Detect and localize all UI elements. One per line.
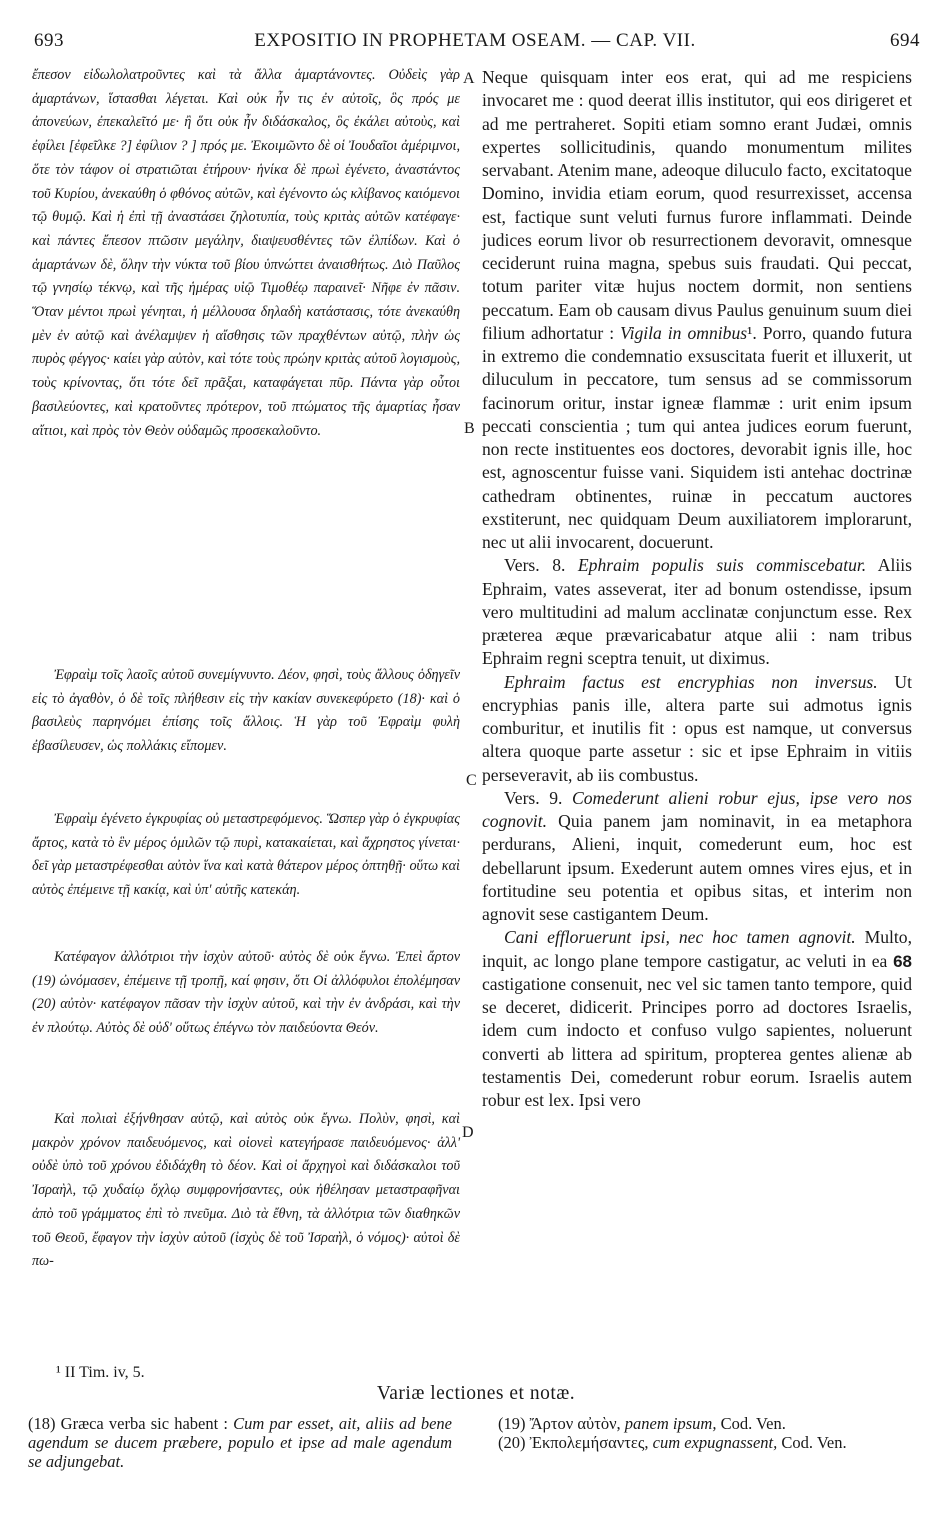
latin-text-2: Aliis Ephraim, vates asseverat, iter ad bonum ostendisse, ipsum vero multitudini ad malum acclinatæ conjunctum esse. Rex præterea æque prævaricabatur atque alii : nam tribus Ephraim regni sceptra tenuit, ut diximus. xyxy=(482,555,912,669)
notes-title: Variæ lectiones et notæ. xyxy=(376,1383,576,1404)
footnote-ref: ¹. xyxy=(747,322,757,343)
latin-paragraph-3 xyxy=(482,671,912,787)
margin-marker-c: C xyxy=(466,772,477,789)
latin-text-4: Quia panem jam nominavit, in ea metaphora perdurans, Alieni, inquit, comederunt eum, hoc est debellarunt ipsum. Exederunt autem omnes vires ejus, et in fortitudine seu potentia et opibus sitas, et interim non agnovit sese castigantem Deum. xyxy=(482,811,912,924)
running-title: EXPOSITIO IN PROPHETAM OSEAM. — CAP. VII. xyxy=(254,30,696,51)
margin-marker-a: A xyxy=(463,70,475,87)
note-20-latin: cum expugnassent, xyxy=(652,1433,778,1452)
latin-text-5b: castigatione consenuit, nec vel sic tamen tanto tempore, quid se deceret, didicerit. Principes porro ad doctores Israelis, idem cum indocto et confuso vulgo sapientes, noluerunt converti ab littera ad spiritum, propterea gentes alienæ ab testamentis Dei, comederunt robur eorum. Israelis autem robur est lex. Ipsi vero xyxy=(482,973,912,1110)
page-mark-68: 68 xyxy=(893,951,912,971)
greek-paragraph-4: Κατέφαγον ἀλλότριοι τὴν ἰσχὺν αὐτοῦ· αὐτὸς δὲ οὐκ ἔγνω. Ἐπεὶ ἄρτον (19) ὠνόμασεν, ἐπέμεινε τῇ τροπῇ, καί φησιν, ὅτι Οἱ ἀλλόφυλοι ἐπολέμησαν (20) αὐτὸν· κατέφαγον πᾶσαν τὴν ἰσχὺν αὐτοῦ, καὶ τὴν ἐν ἀνδράσι, καὶ τὴν ἐν πλούτῳ. Αὐτὸς δὲ οὐδ' οὕτως ἐπέγνω τὸν παιδεύοντα Θεόν. xyxy=(32,949,460,1037)
margin-marker-d: D xyxy=(462,1124,474,1141)
lemma-encryphias: Ephraim factus est encryphias non inversus. xyxy=(504,671,878,692)
latin-text-5a: Multo, inquit, ac longo plane tempore castigatur, ac veluti in ea xyxy=(482,927,912,971)
latin-text-1: Neque quisquam inter eos erat, qui ad me respiciens invocaret me : quod deerat illis institutor, qui eos dirigeret et ad me pertraheret. Sopiti etiam somno erant Judæi, omnis expertes sollicitudinis, quando monumentum milites servabant. Atenim mane, adeoque diluculo facto, excitatoque Domino, invidia etiam eorum, quod resurrexisset, accensa est, factique sunt veluti furnus furore inflammati. Deinde judices eorum livor ob resurrectionem devoravit, omnesque ceciderunt ruina magna, spebus suis fraudati. Qui peccat, totum pariter vitæ hujus noctem dormit, non sentiens peccatum. Eam ob causam divus Paulus genuinum suum diei filium adhortatur : xyxy=(482,67,912,343)
verse-label-8: Vers. 8. xyxy=(504,555,566,576)
note-19-greek: Ἄρτον αὐτὸν, xyxy=(529,1414,621,1433)
greek-column xyxy=(32,64,460,443)
greek-paragraph-2: Ἐφραὶμ τοῖς λαοῖς αὐτοῦ συνεμίγνυντο. Δέον, φησὶ, τοὺς ἄλλους ὁδηγεῖν εἰς τὸ ἀγαθὸν, ὁ δὲ τοῖς πλήθεσιν εἰς τὴν κακίαν συνεκεφύρετο (18)· καὶ ὁ βασιλεὺς παρηνόμει ἐπίσης τοῖς ἄλλοις. Ἡ γὰρ τοῦ Ἐφραὶμ φυλὴ ἐβασίλευσεν, ὡς πολλάκις εἴπομεν. xyxy=(32,667,460,755)
note-20-greek: Ἐκπολεμήσαντες, xyxy=(529,1433,649,1452)
page-number-left: 693 xyxy=(34,30,64,51)
latin-citation: Vigila in omnibus xyxy=(620,322,748,343)
latin-paragraph-1 xyxy=(482,66,912,554)
note-19-latin: panem ipsum, xyxy=(624,1414,717,1433)
latin-paragraph-4 xyxy=(482,787,912,927)
note-20-num: (20) xyxy=(498,1433,526,1452)
notes-19-20 xyxy=(498,1414,910,1452)
note-18-lead: (18) Græca verba sic habent : xyxy=(28,1414,228,1433)
greek-column-4 xyxy=(32,946,460,1041)
footnote: ¹ II Tim. iv, 5. xyxy=(56,1364,145,1381)
latin-paragraph-2 xyxy=(482,554,912,670)
note-19 xyxy=(498,1414,910,1433)
latin-paragraph-5 xyxy=(482,926,912,1112)
greek-paragraph-5: Καὶ πολιαὶ ἐξήνθησαν αὐτῷ, καὶ αὐτὸς οὐκ ἔγνω. Πολὺν, φησὶ, καὶ μακρὸν χρόνον παιδευόμενος, καὶ οἱονεὶ κατεγήρασε παιδευόμενος· ἀλλ' οὐδὲ ὑπὸ τοῦ χρόνου ἐδιδάχθη τὸ δέον. Καὶ οἱ ἄρχηγοὶ καὶ διδάσκαλοι τοῦ Ἰσραὴλ, τῷ χυδαίῳ ὄχλῳ συμφρονήσαντες, οὐκ ἠθέλησαν μεταστραφῆναι ἀπὸ τοῦ γράμματος ἐπὶ τὸ πνεῦμα. Διὸ τὰ ἔθνη, τὰ ἀλλότρια τῶν διαθηκῶν τοῦ Θεοῦ, ἔφαγον τὴν ἰσχὺν αὐτοῦ (ἰσχὺς δὲ τοῦ Ἰσραὴλ, ὁ νόμος)· αὐτοὶ δὲ πω- xyxy=(32,1111,460,1270)
note-20 xyxy=(498,1433,910,1452)
page-number-right: 694 xyxy=(890,30,920,51)
verse-8-lemma: Ephraim populis suis commiscebatur. xyxy=(577,555,867,576)
latin-column xyxy=(482,66,912,1112)
running-header xyxy=(30,30,920,56)
greek-column-2 xyxy=(32,664,460,759)
note-19-num: (19) xyxy=(498,1414,526,1433)
note-19-source: Cod. Ven. xyxy=(720,1414,786,1433)
note-18 xyxy=(28,1414,452,1471)
greek-paragraph-1: ἔπεσον εἰδωλολατροῦντες καὶ τὰ ἄλλα ἁμαρτάνοντες. Οὐδεὶς γὰρ ἁμαρτάνων, ἵστασθαι λέγεται. Καὶ οὐκ ἦν τις ἐν αὐτοῖς, ὃς πρός με ἀπονεύων, ἐπεκαλεῖτό με· ἢ ὅτι οὐκ ἦν διδάσκαλος, ὃς ἐκάλει αὐτοὺς, καὶ ἐφίλει [ἐφεῖλκε ?] ἐφίλιον ? ] πρός με. Ἐκοιμῶντο δὲ οἱ Ἰουδαῖοι ἀμέριμνοι, ὅτε τὸν τάφον οἱ στρατιῶται ἐτήρουν· ἡνίκα δὲ πρωὶ ἐγένετο, ἀναστάντος τοῦ Κυρίου, ἀνεκαύθη ὁ φθόνος αὐτῶν, καὶ ἐγένοντο ὡς κλίβανος καιόμενοι τῷ θυμῷ. Καὶ ἡ ἐπὶ τῇ ἀναστάσει ζηλοτυπία, τοὺς κριτὰς αὐτῶν κατέφαγε· καὶ πάντες ἔπεσον πτῶσιν μεγάλην, διαψευσθέντες τῶν ἐλπίδων. Καὶ ὁ ἁμαρτάνων δὲ, ὅλην τὴν νύκτα τοῦ βίου ὑπνώττει ἀναισθήτως. Διὸ Παῦλος τῷ γνησίῳ τέκνῳ, καὶ τῆς ἡμέρας υἱῷ Τιμοθέῳ παραινεῖ· Νῆφε ἐν πᾶσιν. Ὅταν μέντοι πρωὶ γένηται, ἡ μέλλουσα δηλαδὴ κατάστασις, τότε ἀνεκαύθη μὲν ἐν αὐτῷ καὶ ἀνέλαμψεν ἡ αἴσθησις τῶν πραχθέντων αὐτῷ, πλὴν ὡς πυρὸς φέγγος· καίει γὰρ αὐτὸν, καὶ τότε τοὺς πρώην κριτὰς αὐτοῦ λογισμοὺς, τοὺς κρίνοντας, ὅτι τότε δεῖ πρᾶξαι, καταφάγεται πῦρ. Πάντα γὰρ οὗτοι βασιλεύοντες, καὶ κρατοῦντες πρότερον, τοῦ πτώματος τῆς ἁμαρτίας ἦσαν αἴτιοι, καὶ πρὸς τὸν Θεὸν οὐδαμῶς προσεκαλοῦντο. xyxy=(32,67,460,439)
margin-marker-b: B xyxy=(464,420,475,437)
greek-paragraph-3: Ἐφραὶμ ἐγένετο ἐγκρυφίας οὐ μεταστρεφόμενος. Ὥσπερ γὰρ ὁ ἐγκρυφίας ἄρτος, κατὰ τὸ ἓν μέρος ὁμιλῶν τῷ πυρὶ, κατακαίεται, καὶ ἄχρηστος γίνεται· δεῖ γὰρ μεταστρέφεσθαι αὐτὸν ἵνα καὶ κατὰ θάτερον μέρος ὀπτηθῇ· οὕτω καὶ αὐτὸς ἐπέμεινε τῇ κακίᾳ, καὶ ὑπ' αὐτῆς κατεκάη. xyxy=(32,811,460,899)
greek-column-3 xyxy=(32,808,460,903)
latin-text-3: Ut encryphias panis ille, altera parte sui admotus ignis comburitur, et inutilis fit : opus est namque, ut conversus altera quoque parte assetur : sic et ipse Ephraim in vitiis perseveravit, ab iis combustus. xyxy=(482,671,913,785)
verse-label-9: Vers. 9. xyxy=(504,787,563,808)
lemma-cani: Cani effloruerunt ipsi, nec hoc tamen agnovit. xyxy=(504,927,856,948)
greek-column-5 xyxy=(32,1108,460,1274)
verse-9-lemma: Comederunt alieni robur ejus, ipse vero nos cognovit. xyxy=(482,787,913,831)
note-18-text: Cum par esset, ait, aliis ad bene agendum se ducem præbere, populo et ipse ad male agendum se adjungebat. xyxy=(28,1414,452,1471)
note-20-source: Cod. Ven. xyxy=(781,1433,847,1452)
latin-text-1b: Porro, quando futura in extremo die condemnatio exsuscitata fuerit et illuxerit, ut diluculum in peccatore, tum sensus ad se commissorum facinorum oritur, instar igneæ flammæ : urit enim ipsum peccati conscientia ; tum qui antea judices eorum fuerunt, non recte instituentes eos doctores, devorabit ignis ille, hoc est, agnoscentur fuisse vani. Siquidem isti antehac doctrinæ cathedram obtinentes, ruinæ in peccatum auctores exstiterunt, nec quidquam Deum auxiliatorem implorarunt, nec ut alii invocarent, docuerunt. xyxy=(482,322,913,552)
